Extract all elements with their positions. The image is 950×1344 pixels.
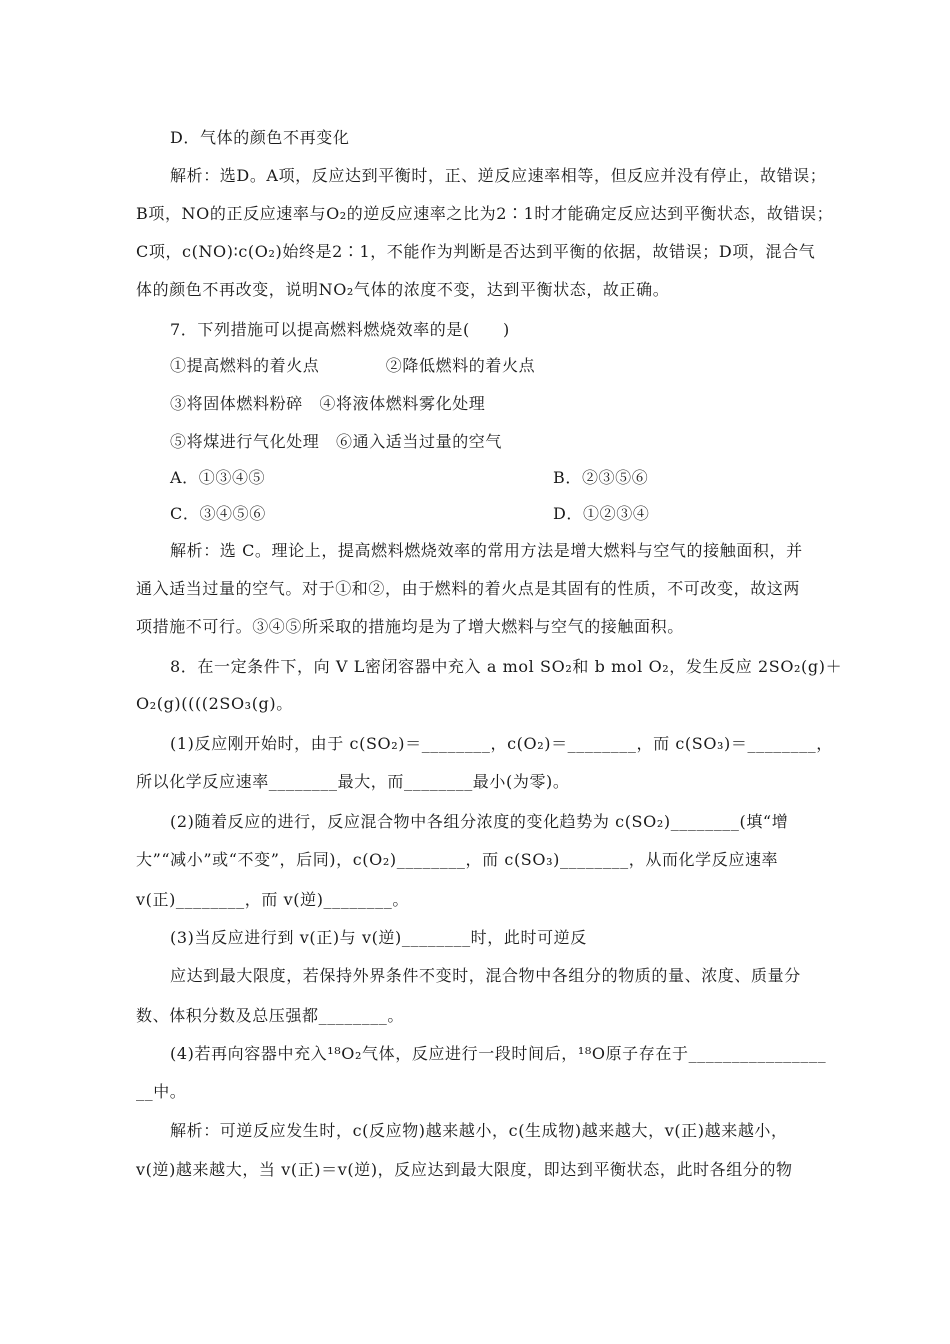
q8-part3-line: 应达到最大限度，若保持外界条件不变时，混合物中各组分的物质的量、浓度、质量分 xyxy=(170,966,801,985)
q7-option-c: C．③④⑤⑥ xyxy=(170,504,266,523)
q6-option-d: D．气体的颜色不再变化 xyxy=(170,128,350,147)
q8-part1-line: (1)反应刚开始时，由于 c(SO₂)＝________，c(O₂)＝________，而 c(SO₃)＝________， xyxy=(170,734,833,753)
q8-part4-line: __中。 xyxy=(136,1082,187,1101)
q7-measure-line: ①提高燃料的着火点 ②降低燃料的着火点 xyxy=(170,356,536,375)
q7-option-b: B．②③⑤⑥ xyxy=(553,468,649,487)
q8-stem-line: O₂(g)((((2SO₃(g)。 xyxy=(136,694,293,713)
q8-analysis-line: v(逆)越来越大，当 v(正)＝v(逆)，反应达到最大限度，即达到平衡状态，此时各组分的物 xyxy=(136,1160,793,1179)
q6-analysis-line: C项，c(NO)∶c(O₂)始终是2∶1，不能作为判断是否达到平衡的依据，故错误；D项，混合气 xyxy=(136,242,816,261)
q8-part4-line: (4)若再向容器中充入¹⁸O₂气体，反应进行一段时间后，¹⁸O原子存在于________________ xyxy=(170,1044,827,1063)
q6-analysis-line: B项，NO的正反应速率与O₂的逆反应速率之比为2∶1时才能确定反应达到平衡状态，故错误； xyxy=(136,204,834,223)
q8-stem-line: 8．在一定条件下，向 V L密闭容器中充入 a mol SO₂和 b mol O₂，发生反应 2SO₂(g)＋ xyxy=(170,657,843,676)
q8-part3-line: 数、体积分数及总压强都________。 xyxy=(136,1006,405,1025)
q7-measure-line: ③将固体燃料粉碎 ④将液体燃料雾化处理 xyxy=(170,394,486,413)
q8-part1-line: 所以化学反应速率________最大，而________最小(为零)。 xyxy=(136,772,570,791)
q7-option-a: A．①③④⑤ xyxy=(170,468,266,487)
q8-part2-line: (2)随着反应的进行，反应混合物中各组分浓度的变化趋势为 c(SO₂)________(填“增 xyxy=(170,812,789,831)
q7-analysis-line: 通入适当过量的空气。对于①和②，由于燃料的着火点是其固有的性质，不可改变，故这两 xyxy=(136,579,801,598)
q8-analysis-line: 解析：可逆反应发生时，c(反应物)越来越小，c(生成物)越来越大，v(正)越来越小， xyxy=(170,1121,788,1140)
q6-analysis-line: 解析：选D。A项，反应达到平衡时，正、逆反应速率相等，但反应并没有停止，故错误； xyxy=(170,166,827,185)
q7-measure-line: ⑤将煤进行气化处理 ⑥通入适当过量的空气 xyxy=(170,432,503,451)
q7-stem: 7．下列措施可以提高燃料燃烧效率的是( ) xyxy=(170,320,510,339)
q7-analysis-line: 解析：选 C。理论上，提高燃料燃烧效率的常用方法是增大燃料与空气的接触面积，并 xyxy=(170,541,803,560)
q7-option-d: D．①②③④ xyxy=(553,504,650,523)
q8-part2-line: 大”“减小”或“不变”，后同)，c(O₂)________，而 c(SO₃)________，从而化学反应速率 xyxy=(136,850,779,869)
q8-part2-line: v(正)________，而 v(逆)________。 xyxy=(136,890,409,909)
q6-analysis-line: 体的颜色不再改变，说明NO₂气体的浓度不变，达到平衡状态，故正确。 xyxy=(136,280,670,299)
q8-part3-line: (3)当反应进行到 v(正)与 v(逆)________时，此时可逆反 xyxy=(170,928,587,947)
q7-analysis-line: 项措施不可行。③④⑤所采取的措施均是为了增大燃料与空气的接触面积。 xyxy=(136,617,684,636)
